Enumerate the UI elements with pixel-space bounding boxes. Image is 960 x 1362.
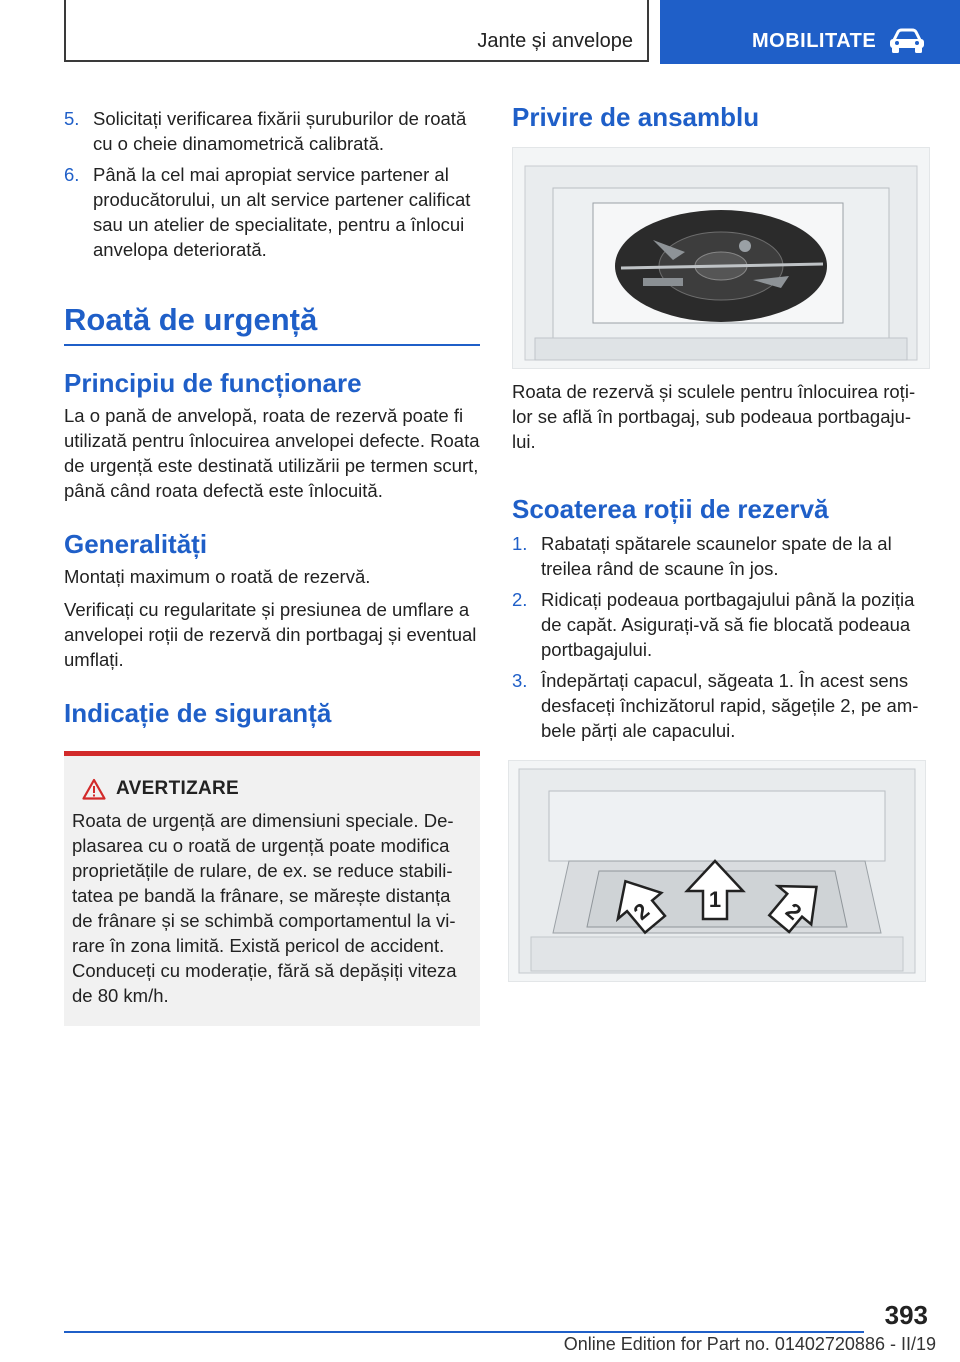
principle-heading: Principiu de funcționare (64, 368, 362, 398)
list-item: 2. Ridicați podeaua portbagajului până la poziția de capăt. Asigurați-vă să fie blocată podeaua portbagajului. (512, 589, 915, 660)
general-text-1: Montați maximum o roată de rezervă. (64, 566, 371, 587)
warning-box (64, 751, 480, 1026)
steps-continued (64, 106, 480, 262)
header-chapter-box (64, 0, 649, 62)
overview-caption: Roata de rezervă și sculele pentru înlocuirea roților se află în portbagaj, sub podeaua portbagajului. (512, 381, 916, 452)
right-column (512, 102, 928, 749)
removal-steps (512, 531, 928, 743)
car-icon (888, 28, 926, 54)
spare-wheel-figure (512, 147, 930, 369)
general-heading: Generalități (64, 529, 208, 559)
principle-text: La o pană de anvelopă, roata de rezervă poate fi utilizată pentru înlocuirea anvelopei defecte. Roata de urgență este destinată utilizării pe termen scurt, până când roata defectă este înlocuită. (64, 405, 480, 501)
warning-header (82, 778, 472, 800)
removal-heading: Scoaterea roții de rezervă (512, 494, 829, 524)
list-item: 3. Îndepărtați capacul, săgeata 1. În acest sens desfaceți închizătorul rapid, săgețile 2, pe ambele părți ale capacului. (512, 670, 919, 741)
list-item: 5. Solicitați verificarea fixării șuruburilor de roată cu o cheie dinamometrică calibrată. (64, 108, 467, 154)
left-column (64, 106, 480, 1026)
list-item: 1. Rabatați spătarele scaunelor spate de la al treilea rând de scaune în jos. (512, 533, 892, 579)
page-title: Roată de urgență (64, 302, 318, 337)
edition-text: Online Edition for Part no. 01402720886 - II/19 (563, 1334, 936, 1354)
arrow-label-1: 1 (708, 887, 722, 912)
arrow-label-2b: 2 (780, 897, 807, 925)
list-item: 6. Până la cel mai apropiat service partener al producătorului, un alt service partener calificat sau un atelier de specialitate, pentru a înlocui anvelopa deteriorată. (64, 164, 471, 260)
footer-divider (64, 1331, 864, 1333)
chapter-heading-block (64, 302, 480, 346)
warning-triangle-icon (82, 778, 106, 800)
section-title: MOBILITATE (752, 30, 877, 52)
safety-heading: Indicație de siguranță (64, 698, 332, 728)
warning-text: Roata de urgență are dimensiuni speciale. Deplasarea cu o roată de urgență poate modifica proprietățile de rulare, de ex. se reduce stabilitatea pe bandă la frânare, se mărește distanța de frânare și se schimbă comportamentul la virare în zona limită. Există pericol de accident. Conduceți cu moderație, fără să depășiți viteza de 80 km/h. (72, 810, 457, 1006)
cover-removal-figure (508, 760, 926, 982)
arrow-label-2: 2 (628, 897, 655, 925)
general-text-2: Verificați cu regularitate și presiunea de umflare a anvelopei roții de rezervă din portbagaj și eventual umflați. (64, 599, 477, 670)
overview-heading: Privire de ansamblu (512, 102, 760, 132)
page-number: 393 (884, 1300, 928, 1330)
chapter-title: Jante și anvelope (477, 30, 633, 52)
warning-title: AVERTIZARE (116, 778, 239, 799)
header-section-box (660, 0, 960, 64)
